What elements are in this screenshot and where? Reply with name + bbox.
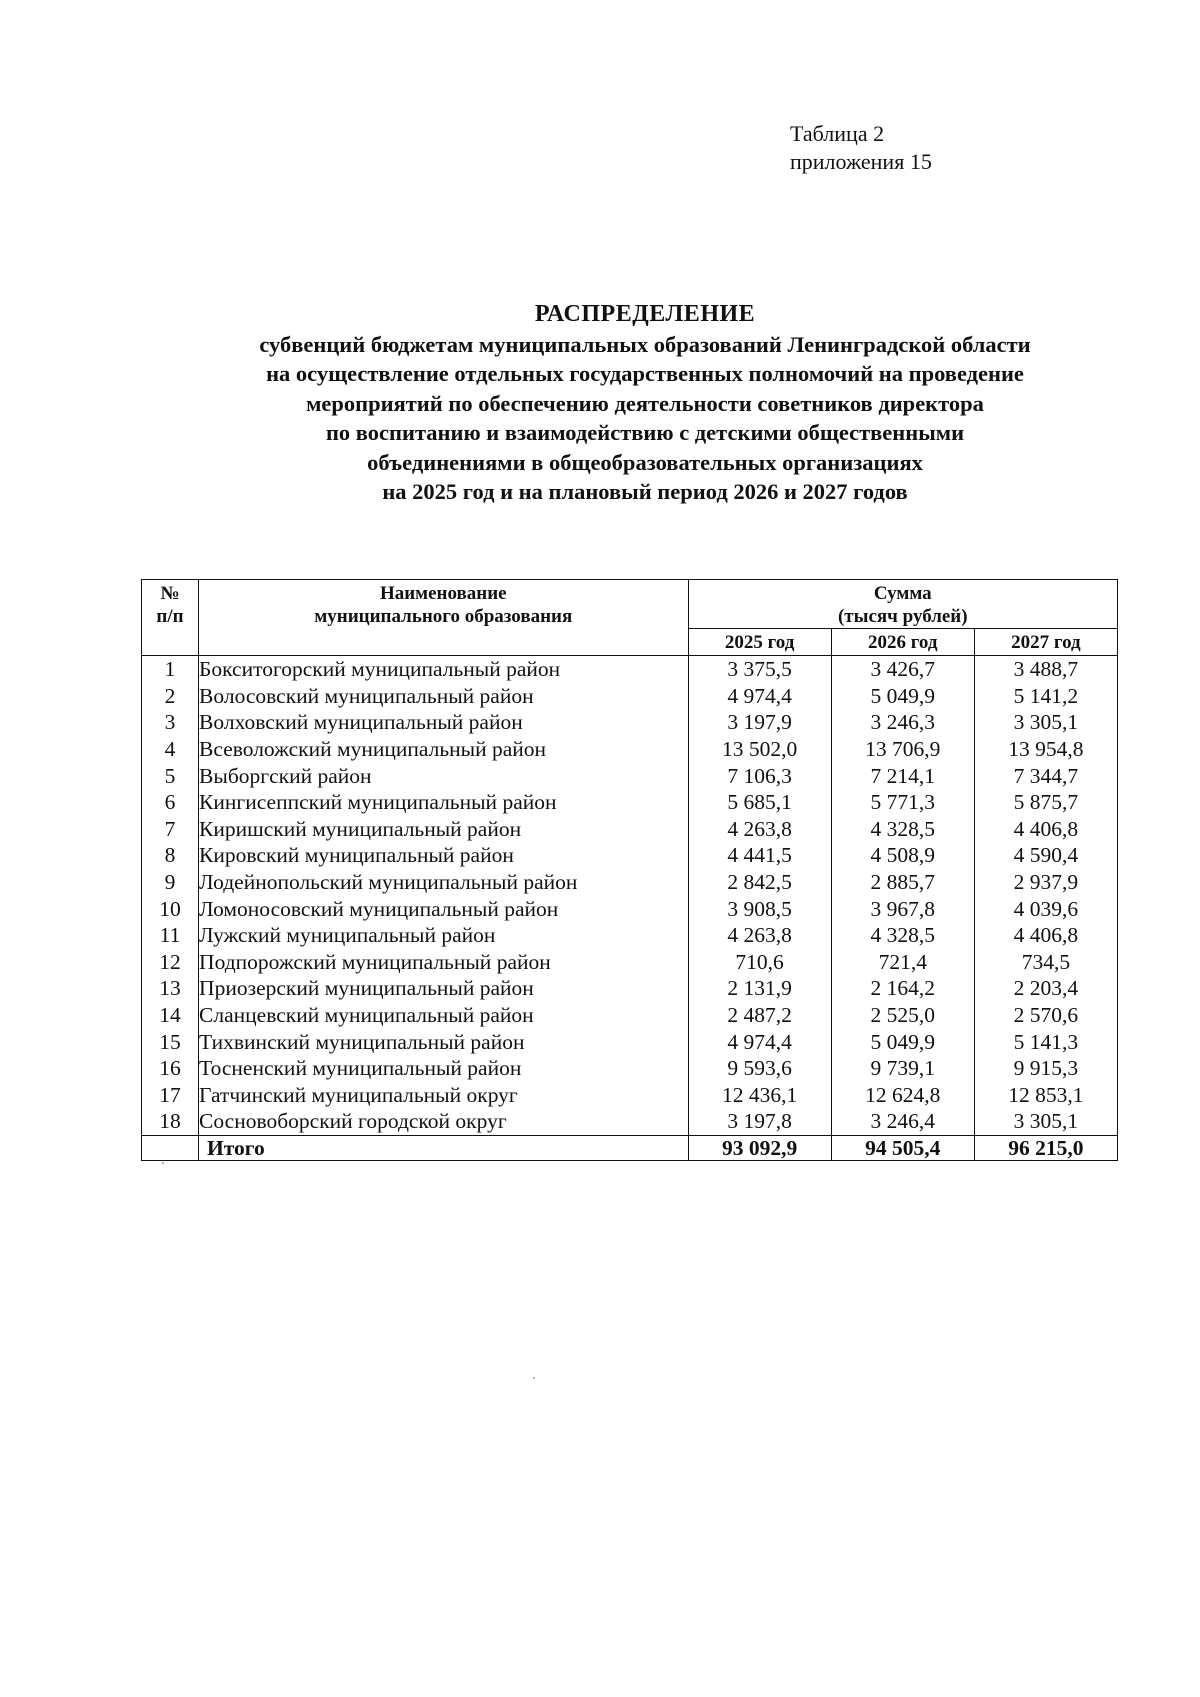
row-number: 9	[142, 869, 199, 896]
total-2027: 96 215,0	[974, 1135, 1117, 1160]
row-municipality-name: Гатчинский муниципальный округ	[199, 1082, 689, 1109]
row-municipality-name: Кингисеппский муниципальный район	[199, 789, 689, 816]
row-value-2027: 7 344,7	[974, 762, 1117, 789]
header-name	[199, 580, 689, 656]
title-line: субвенций бюджетам муниципальных образований Ленинградской области	[259, 331, 1031, 357]
row-value-2027: 5 141,2	[974, 683, 1117, 710]
table-row	[142, 736, 1118, 763]
row-value-2025: 3 375,5	[688, 656, 831, 683]
row-value-2027: 4 406,8	[974, 922, 1117, 949]
table-row	[142, 789, 1118, 816]
table-row	[142, 869, 1118, 896]
row-number: 14	[142, 1002, 199, 1029]
header-num-symbol: №	[160, 583, 180, 604]
reference-table-number: Таблица 2	[790, 121, 885, 146]
row-value-2027: 9 915,3	[974, 1055, 1117, 1082]
row-value-2027: 12 853,1	[974, 1082, 1117, 1109]
header-sum	[688, 580, 1117, 629]
title-main: РАСПРЕДЕЛЕНИЕ	[534, 301, 756, 327]
row-municipality-name: Всеволожский муниципальный район	[199, 736, 689, 763]
row-number: 7	[142, 816, 199, 843]
row-number: 17	[142, 1082, 199, 1109]
header-name-line2: муниципального образования	[314, 606, 573, 627]
row-municipality-name: Тосненский муниципальный район	[199, 1055, 689, 1082]
header-year-2026: 2026 год	[831, 629, 974, 656]
row-value-2027: 734,5	[974, 949, 1117, 976]
row-value-2027: 3 305,1	[974, 709, 1117, 736]
header-year-2025: 2025 год	[688, 629, 831, 656]
header-num-label: п/п	[156, 606, 184, 627]
row-value-2026: 2 885,7	[831, 869, 974, 896]
table-row	[142, 949, 1118, 976]
row-municipality-name: Киришский муниципальный район	[199, 816, 689, 843]
total-2025: 93 092,9	[688, 1135, 831, 1160]
row-value-2026: 3 967,8	[831, 895, 974, 922]
table-row	[142, 922, 1118, 949]
table-row	[142, 895, 1118, 922]
document-title	[100, 300, 1190, 507]
total-label: Итого	[199, 1135, 689, 1160]
row-value-2026: 4 328,5	[831, 922, 974, 949]
row-value-2027: 4 039,6	[974, 895, 1117, 922]
row-value-2025: 4 263,8	[688, 816, 831, 843]
row-value-2027: 2 570,6	[974, 1002, 1117, 1029]
row-number: 11	[142, 922, 199, 949]
row-value-2026: 4 328,5	[831, 816, 974, 843]
row-municipality-name: Волховский муниципальный район	[199, 709, 689, 736]
row-municipality-name: Сланцевский муниципальный район	[199, 1002, 689, 1029]
table-row	[142, 1002, 1118, 1029]
row-number: 16	[142, 1055, 199, 1082]
scan-speck	[162, 1162, 164, 1164]
table-row	[142, 709, 1118, 736]
row-municipality-name: Лодейнопольский муниципальный район	[199, 869, 689, 896]
row-value-2025: 4 263,8	[688, 922, 831, 949]
row-value-2025: 4 974,4	[688, 683, 831, 710]
header-num	[142, 580, 199, 656]
row-value-2025: 5 685,1	[688, 789, 831, 816]
row-number: 1	[142, 656, 199, 683]
row-value-2025: 2 842,5	[688, 869, 831, 896]
row-value-2026: 7 214,1	[831, 762, 974, 789]
row-value-2027: 2 203,4	[974, 975, 1117, 1002]
row-value-2026: 3 246,4	[831, 1108, 974, 1135]
row-value-2025: 3 197,8	[688, 1108, 831, 1135]
row-value-2027: 5 141,3	[974, 1028, 1117, 1055]
row-value-2025: 2 131,9	[688, 975, 831, 1002]
table-row	[142, 1108, 1118, 1135]
title-line: на 2025 год и на плановый период 2026 и 2027 годов	[382, 479, 908, 504]
row-value-2025: 7 106,3	[688, 762, 831, 789]
row-municipality-name: Тихвинский муниципальный район	[199, 1028, 689, 1055]
row-value-2025: 12 436,1	[688, 1082, 831, 1109]
row-value-2026: 4 508,9	[831, 842, 974, 869]
row-number: 5	[142, 762, 199, 789]
reference-note	[790, 120, 932, 176]
row-value-2026: 5 049,9	[831, 683, 974, 710]
row-value-2025: 3 908,5	[688, 895, 831, 922]
table-row	[142, 1028, 1118, 1055]
row-municipality-name: Подпорожский муниципальный район	[199, 949, 689, 976]
row-value-2025: 9 593,6	[688, 1055, 831, 1082]
table-row	[142, 656, 1118, 683]
header-name-line1: Наименование	[379, 583, 507, 604]
row-value-2025: 4 974,4	[688, 1028, 831, 1055]
table-row	[142, 816, 1118, 843]
row-value-2027: 3 488,7	[974, 656, 1117, 683]
row-value-2027: 2 937,9	[974, 869, 1117, 896]
row-number: 3	[142, 709, 199, 736]
table-row	[142, 1055, 1118, 1082]
row-value-2027: 3 305,1	[974, 1108, 1117, 1135]
row-value-2026: 2 164,2	[831, 975, 974, 1002]
row-value-2026: 5 771,3	[831, 789, 974, 816]
row-value-2027: 4 406,8	[974, 816, 1117, 843]
row-value-2026: 9 739,1	[831, 1055, 974, 1082]
row-municipality-name: Выборгский район	[199, 762, 689, 789]
row-value-2025: 13 502,0	[688, 736, 831, 763]
row-value-2026: 721,4	[831, 949, 974, 976]
row-municipality-name: Ломоносовский муниципальный район	[199, 895, 689, 922]
total-num-cell	[142, 1135, 199, 1160]
header-year-2027: 2027 год	[974, 629, 1117, 656]
row-value-2025: 2 487,2	[688, 1002, 831, 1029]
header-sum-line2: (тысяч рублей)	[837, 606, 968, 627]
row-municipality-name: Приозерский муниципальный район	[199, 975, 689, 1002]
reference-appendix: приложения 15	[790, 149, 932, 174]
table-row	[142, 842, 1118, 869]
row-number: 15	[142, 1028, 199, 1055]
row-value-2026: 3 426,7	[831, 656, 974, 683]
title-line: объединениями в общеобразовательных организациях	[367, 449, 923, 475]
table-row	[142, 762, 1118, 789]
row-value-2025: 3 197,9	[688, 709, 831, 736]
row-municipality-name: Бокситогорский муниципальный район	[199, 656, 689, 683]
scan-speck	[533, 1377, 535, 1379]
title-line: на осуществление отдельных государственных полномочий на проведение	[266, 361, 1024, 386]
row-number: 2	[142, 683, 199, 710]
total-row	[142, 1135, 1118, 1160]
row-value-2027: 5 875,7	[974, 789, 1117, 816]
row-number: 8	[142, 842, 199, 869]
row-value-2026: 12 624,8	[831, 1082, 974, 1109]
row-number: 13	[142, 975, 199, 1002]
distribution-table	[141, 579, 1118, 1161]
title-line: по воспитанию и взаимодействию с детскими общественными	[325, 420, 965, 445]
row-value-2026: 13 706,9	[831, 736, 974, 763]
row-value-2026: 5 049,9	[831, 1028, 974, 1055]
row-value-2026: 3 246,3	[831, 709, 974, 736]
row-value-2027: 4 590,4	[974, 842, 1117, 869]
row-value-2025: 4 441,5	[688, 842, 831, 869]
row-municipality-name: Сосновоборский городской округ	[199, 1108, 689, 1135]
row-number: 10	[142, 895, 199, 922]
row-value-2025: 710,6	[688, 949, 831, 976]
row-municipality-name: Лужский муниципальный район	[199, 922, 689, 949]
table-body	[142, 656, 1118, 1136]
header-sum-line1: Сумма	[873, 583, 932, 604]
row-number: 18	[142, 1108, 199, 1135]
table-row	[142, 683, 1118, 710]
title-line: мероприятий по обеспечению деятельности советников директора	[306, 390, 984, 416]
table-row	[142, 975, 1118, 1002]
row-number: 6	[142, 789, 199, 816]
row-number: 12	[142, 949, 199, 976]
row-value-2027: 13 954,8	[974, 736, 1117, 763]
row-number: 4	[142, 736, 199, 763]
total-2026: 94 505,4	[831, 1135, 974, 1160]
table-row	[142, 1082, 1118, 1109]
row-value-2026: 2 525,0	[831, 1002, 974, 1029]
row-municipality-name: Кировский муниципальный район	[199, 842, 689, 869]
row-municipality-name: Волосовский муниципальный район	[199, 683, 689, 710]
